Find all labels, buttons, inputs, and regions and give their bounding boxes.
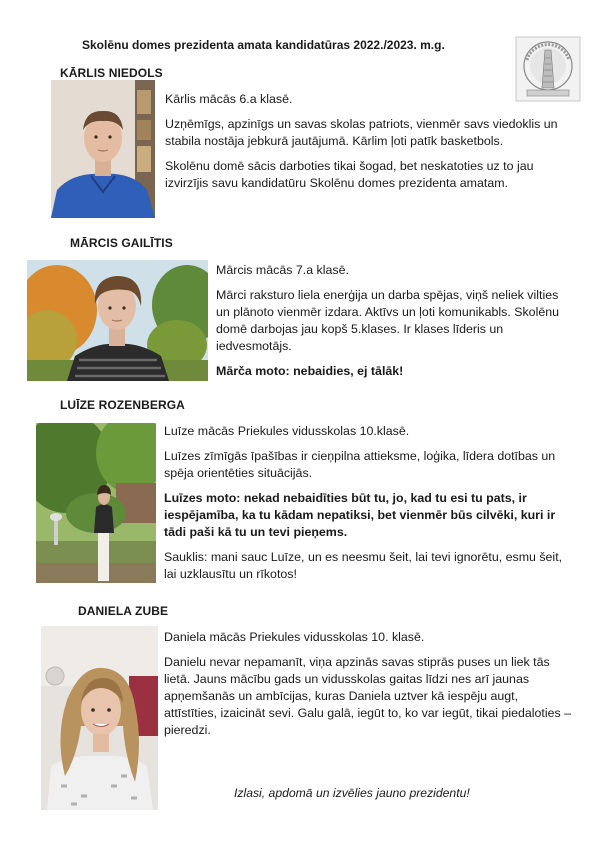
- candidate-name: KĀRLIS NIEDOLS: [60, 66, 163, 80]
- candidate-photo: [27, 260, 208, 381]
- candidate-name: DANIELA ZUBE: [78, 604, 169, 618]
- description-paragraph: Uzņēmīgs, apzinīgs un savas skolas patriots, vienmēr savs viedoklis un stabila nostāja jebkurā jautājumā. Kārlim ļoti patīk basketbols.: [165, 117, 558, 148]
- candidate-description: [165, 91, 570, 200]
- candidate-description: [164, 629, 572, 747]
- description-paragraph: Luīzes zīmīgās īpašības ir cieņpilna attieksme, loģika, līdera dotības un spēja orientēties situācijās.: [164, 449, 556, 480]
- description-paragraph: Skolēnu domē sācis darboties tikai šogad, bet neskatoties uz to jau izvirzījis savu kandidatūru Skolēnu domes prezidenta amatam.: [165, 159, 534, 190]
- candidate-name: MĀRCIS GAILĪTIS: [70, 236, 173, 250]
- page-title: Skolēnu domes prezidenta amata kandidatūras 2022./2023. m.g.: [82, 38, 445, 52]
- candidate-photo: [41, 626, 158, 810]
- candidate-name: LUĪZE ROZENBERGA: [60, 398, 185, 412]
- candidate-slogan: Sauklis: mani sauc Luīze, un es neesmu šeit, lai tevi ignorētu, esmu šeit, lai uzklausītu un rīkotos!: [164, 550, 563, 581]
- description-paragraph: Danielu nevar nepamanīt, viņa apzinās savas stiprās puses un liek tās lietā. Jauns mācību gads un vidusskolas gaitas līdzi nes arī jaunas apņemšanās un ambīcijas, kuras Daniela uztver kā iespēju augt, attīstīties, izaicināt sevi. Galu galā, iegūt to, ko var iegūt, tikai piedaloties – pieredzi.: [164, 655, 572, 737]
- closing-call-to-action: Izlasi, apdomā un izvēlies jauno prezidentu!: [234, 786, 470, 800]
- candidate-photo: [51, 80, 155, 218]
- description-paragraph: Kārlis mācās 6.a klasē.: [165, 92, 293, 106]
- description-paragraph: Mārcis mācās 7.a klasē.: [216, 263, 349, 277]
- description-paragraph: Daniela mācās Priekules vidusskolas 10. klasē.: [164, 630, 425, 644]
- candidate-motto: Luīzes moto: nekad nebaidīties būt tu, jo, kad tu esi tu pats, ir iespējamība, ka tu kādam nepatiksi, bet vienmēr būs cilvēki, kuri ir tādi paši kā tu un tevi pieņems.: [164, 491, 556, 539]
- candidate-photo: [36, 423, 156, 583]
- candidate-description: [216, 262, 571, 388]
- candidate-description: [164, 423, 572, 591]
- description-paragraph: Luīze mācās Priekules vidusskolas 10.klasē.: [164, 424, 410, 438]
- description-paragraph: Mārci raksturo liela enerģija un darba spējas, viņš neliek vilties un plānoto vienmēr izdara. Aktīvs un ļoti komunikabls. Skolēnu domē darbojas jau kopš 5.klases. Ir klases līderis un iedvesmotājs.: [216, 288, 559, 353]
- candidate-motto: Mārča moto: nebaidies, ej tālāk!: [216, 364, 404, 378]
